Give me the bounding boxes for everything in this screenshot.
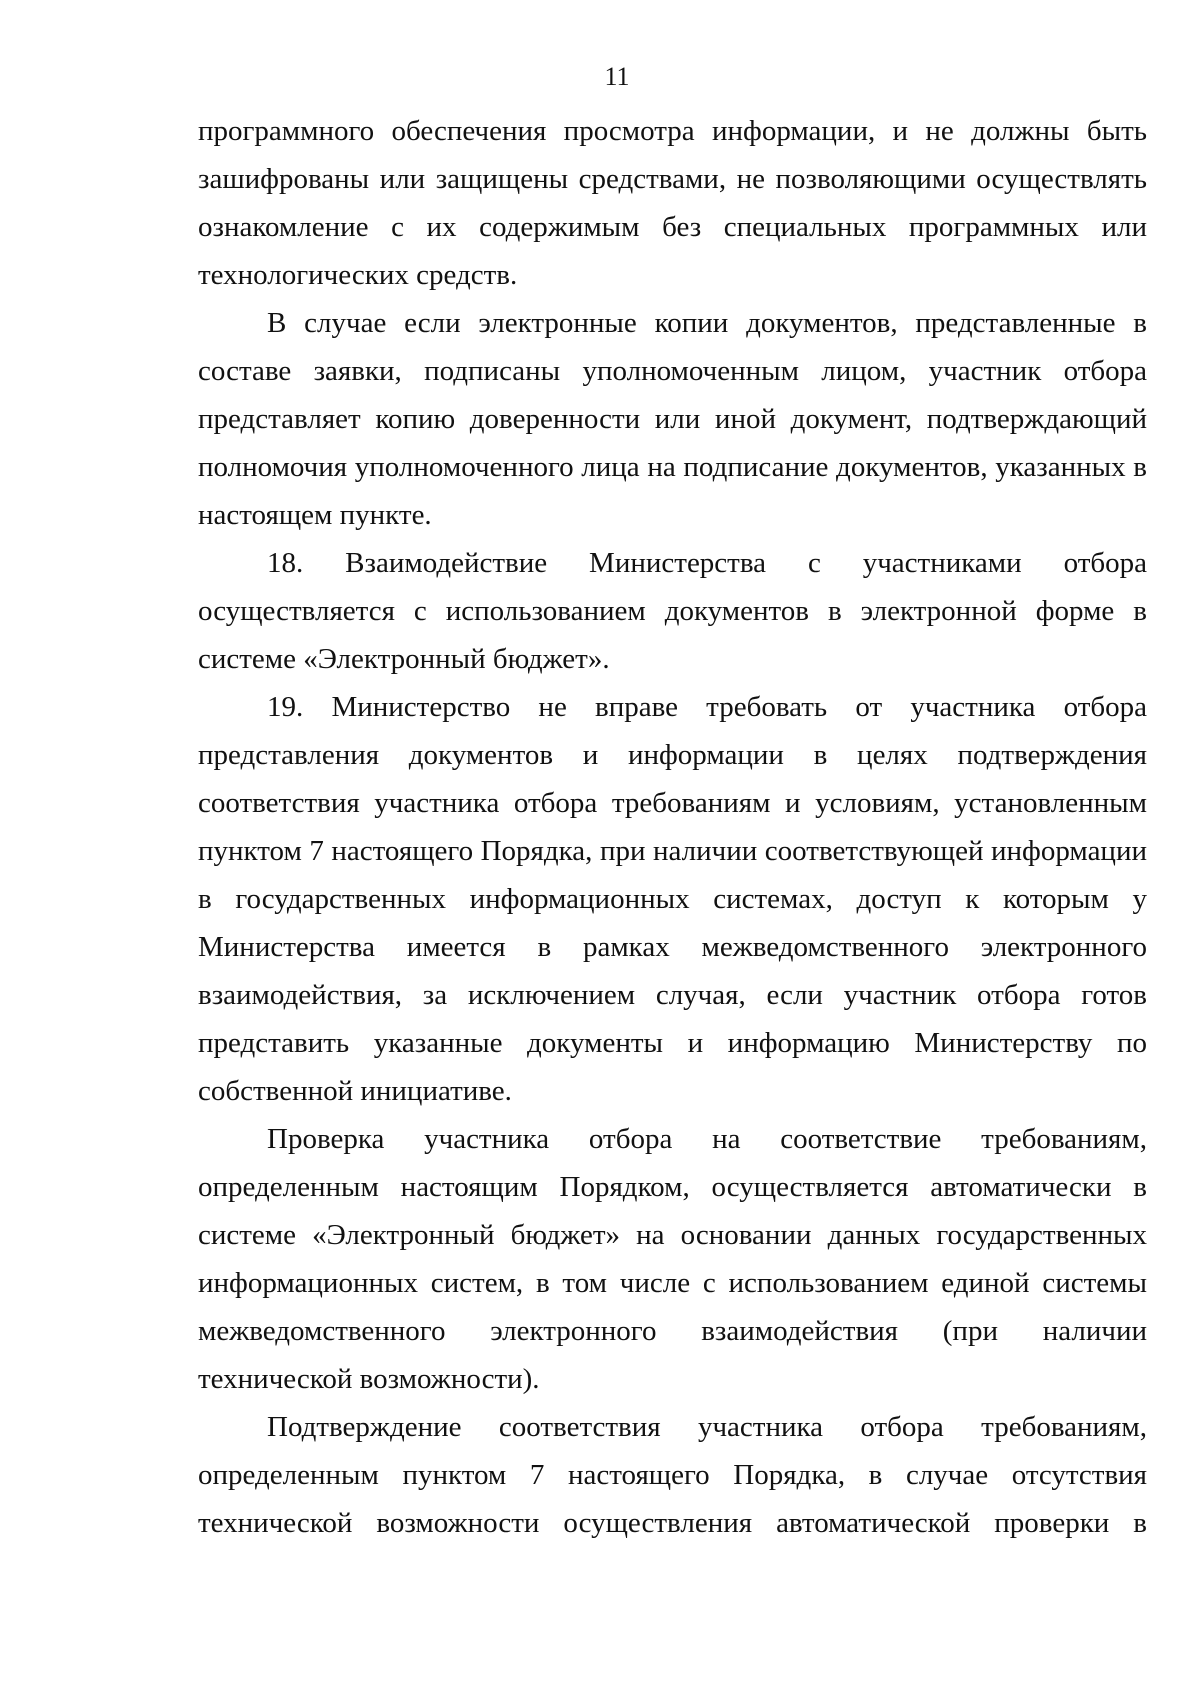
page-number: 11 (604, 62, 630, 91)
paragraph-clause-19: 19. Министерство не вправе требовать от участника отбора представления документов и информации в целях подтверждения соответствия участника отбора требованиям и условиям, установленным пунктом 7 настоящего Порядка, при наличии соответствующей информации в государственных информационных системах, доступ к которым у Министерства имеется в рамках межведомственного электронного взаимодействия, за исключением случая, если участник отбора готов представить указанные документы и информацию Министерству по собственной инициативе. (198, 691, 1147, 1107)
paragraph-authorized-person: В случае если электронные копии документов, представленные в составе заявки, подписаны уполномоченным лицом, участник отбора представляет копию доверенности или иной документ, подтверждающий полномочия уполномоченного лица на подписание документов, указанных в настоящем пункте. (198, 307, 1147, 531)
paragraph-confirmation: Подтверждение соответствия участника отбора требованиям, определенным пунктом 7 настоящего Порядка, в случае отсутствия технической возможности осуществления автоматической проверки в (198, 1411, 1147, 1539)
paragraph-clause-18: 18. Взаимодействие Министерства с участниками отбора осуществляется с использованием документов в электронной форме в системе «Электронный бюджет». (198, 547, 1147, 675)
document-body (198, 107, 1147, 1547)
paragraph-automatic-check: Проверка участника отбора на соответствие требованиям, определенным настоящим Порядком, осуществляется автоматически в системе «Электронный бюджет» на основании данных государственных информационных систем, в том числе с использованием единой системы межведомственного электронного взаимодействия (при наличии технической возможности). (198, 1123, 1147, 1395)
paragraph-continuation: программного обеспечения просмотра информации, и не должны быть зашифрованы или защищены средствами, не позволяющими осуществлять ознакомление с их содержимым без специальных программных или технологических средств. (198, 115, 1147, 291)
